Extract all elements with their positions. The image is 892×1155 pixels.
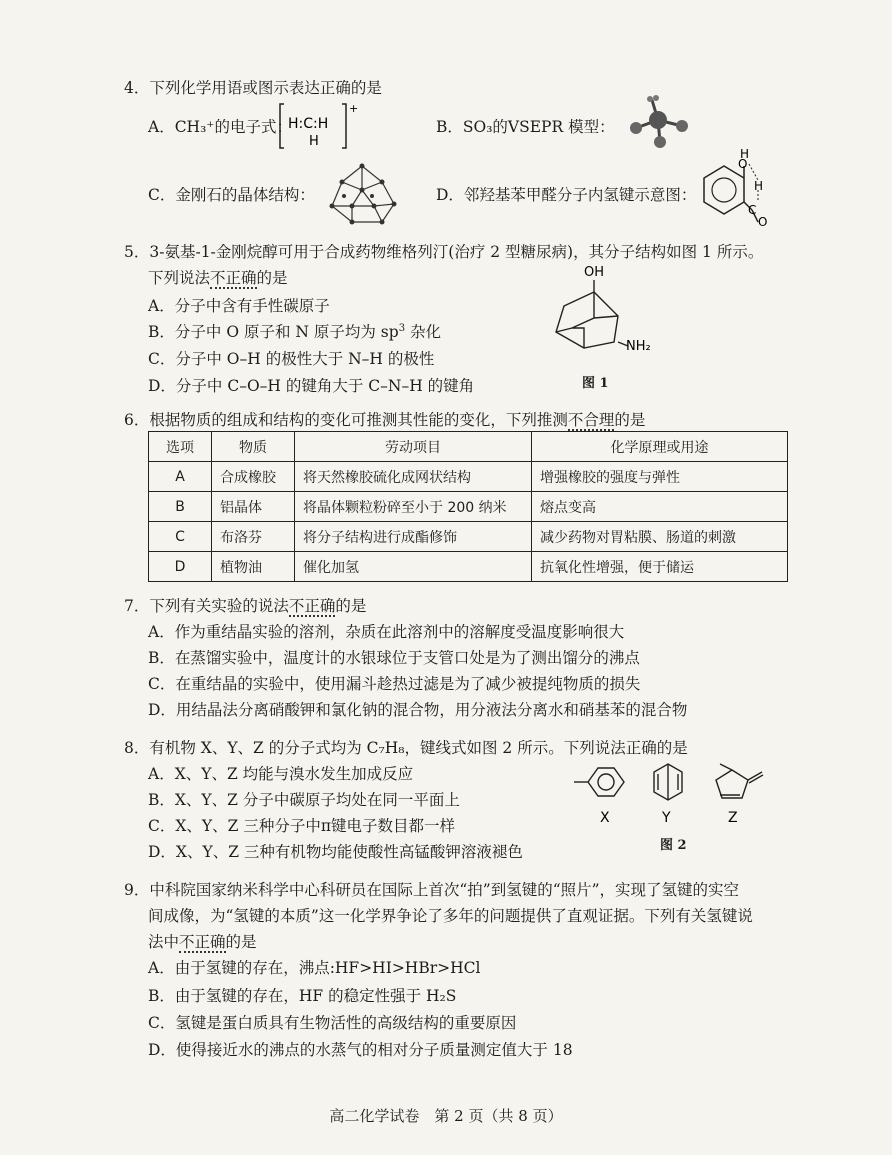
table-header-row (149, 432, 788, 462)
table-cell: A (149, 462, 212, 492)
q4-option-a: A．CH₃⁺的电子式： (148, 118, 292, 136)
page-footer: 高二化学试卷 第 2 页（共 8 页） (329, 1107, 563, 1125)
table-row (149, 552, 788, 582)
q5-stem-line1: 5．3-氨基-1-金刚烷醇可用于合成药物维格列汀(治疗 2 型糖尿病)，其分子结构如图 1 所示。 (124, 243, 764, 261)
q5-option-c: C．分子中 O–H 的极性大于 N–H 的极性 (148, 350, 435, 368)
q4-option-c: C．金刚石的晶体结构： (148, 186, 315, 204)
table-cell: 铝晶体 (212, 492, 295, 522)
table-row (149, 522, 788, 552)
svg-text:H: H (740, 147, 750, 161)
table-cell: 布洛芬 (212, 522, 295, 552)
svg-text:Y: Y (662, 810, 671, 826)
q5-option-b: B．分子中 O 原子和 N 原子均为 $sp^3$ 杂化 (148, 322, 441, 341)
adamantane-structure-image (544, 262, 664, 362)
q8-option-d: D．X、Y、Z 三种有机物均能使酸性高锰酸钾溶液褪色 (148, 843, 523, 861)
q9-option-d: D．使得接近水的沸点的水蒸气的相对分子质量测定值大于 18 (148, 1041, 573, 1059)
table-cell: D (149, 552, 212, 582)
formula-bottom: H (309, 134, 319, 149)
table-cell: 合成橡胶 (212, 462, 295, 492)
q5-stem-line2: 下列说法不正确的是 (148, 269, 288, 287)
q9-stem-line2: 间成像，为“氢键的本质”这一化学界争论了多年的问题提供了直观证据。下列有关氢键说 (148, 907, 753, 925)
table-cell: 抗氧化性增强，便于储运 (532, 552, 788, 582)
q9-option-b: B．由于氢键的存在，HF 的稳定性强于 H₂S (148, 987, 457, 1005)
q6-stem: 6．根据物质的组成和结构的变化可推测其性能的变化，下列推测不合理的是 (124, 411, 646, 429)
bicyclic-structure (654, 764, 682, 800)
q4-stem: 4．下列化学用语或图示表达正确的是 (124, 79, 382, 97)
toluene-structure (574, 768, 624, 796)
table-cell: C (149, 522, 212, 552)
table-cell: 熔点变高 (532, 492, 788, 522)
table-header: 物质 (212, 432, 295, 462)
q5-option-a: A．分子中含有手性碳原子 (148, 297, 330, 315)
svg-text:H: H (754, 179, 764, 193)
salicylaldehyde-hbond-diagram (694, 144, 780, 228)
table-cell: 将晶体颗粒粉碎至小于 200 纳米 (295, 492, 532, 522)
svg-text:OH: OH (584, 265, 605, 280)
table-cell: 将分子结构进行成酯修饰 (295, 522, 532, 552)
table-cell: B (149, 492, 212, 522)
table-cell: 催化加氢 (295, 552, 532, 582)
q7-option-b: B．在蒸馏实验中，温度计的水银球位于支管口处是为了测出馏分的沸点 (148, 649, 640, 667)
q8-stem: 8．有机物 X、Y、Z 的分子式均为 C₇H₈，键线式如图 2 所示。下列说法正确的是 (124, 739, 688, 757)
svg-text:NH₂: NH₂ (626, 339, 651, 354)
q7-option-d: D．用结晶法分离硝酸钾和氯化钠的混合物，用分液法分离水和硝基苯的混合物 (148, 701, 688, 719)
svg-text:O: O (758, 215, 768, 228)
svg-text:O: O (738, 157, 748, 171)
formula-top: H:C:H (288, 116, 329, 132)
table-cell: 将天然橡胶硫化成网状结构 (295, 462, 532, 492)
q7-option-c: C．在重结晶的实验中，使用漏斗趁热过滤是为了减少被提纯物质的损失 (148, 675, 641, 693)
table-header: 化学原理或用途 (532, 432, 788, 462)
svg-text:X: X (600, 810, 610, 826)
svg-text:Z: Z (728, 810, 738, 826)
methylenecyclopentene-structure (716, 764, 763, 798)
ch3-electron-formula (278, 100, 358, 152)
table-cell: 植物油 (212, 552, 295, 582)
q9-stem-line3: 法中不正确的是 (148, 933, 257, 951)
table-cell: 减少药物对胃粘膜、肠道的刺激 (532, 522, 788, 552)
diamond-crystal-structure-image (322, 160, 402, 228)
table-header: 选项 (149, 432, 212, 462)
q8-option-a: A．X、Y、Z 均能与溴水发生加成反应 (148, 765, 414, 783)
q7-option-a: A．作为重结晶实验的溶剂，杂质在此溶剂中的溶解度受温度影响很大 (148, 623, 625, 641)
q5-option-d: D．分子中 C–O–H 的键角大于 C–N–H 的键角 (148, 377, 475, 395)
table-row (149, 492, 788, 522)
q7-stem: 7．下列有关实验的说法不正确的是 (124, 597, 367, 615)
q9-option-c: C．氢键是蛋白质具有生物活性的高级结构的重要原因 (148, 1014, 517, 1032)
q4-option-d: D．邻羟基苯甲醛分子内氢键示意图： (436, 186, 697, 204)
q8-option-c: C．X、Y、Z 三种分子中π键电子数目都一样 (148, 817, 456, 835)
formula-charge: + (349, 102, 358, 115)
q9-option-a: A．由于氢键的存在，沸点:HF>HI>HBr>HCl (148, 959, 481, 977)
so3-vsepr-model-image (628, 92, 688, 148)
table-row (149, 462, 788, 492)
figure-1-caption: 图 1 (582, 376, 609, 391)
q9-stem-line1: 9．中科院国家纳米科学中心科研员在国际上首次“拍”到氢键的“照片”，实现了氢键的实空 (124, 881, 740, 899)
table-header: 劳动项目 (295, 432, 532, 462)
q6-table (148, 431, 788, 582)
table-cell: 增强橡胶的强度与弹性 (532, 462, 788, 492)
q4-option-b: B．SO₃的VSEPR 模型： (436, 118, 615, 136)
figure-2-caption: 图 2 (660, 838, 687, 853)
figure-2-structures (570, 762, 770, 828)
svg-text:C: C (748, 203, 757, 217)
q8-option-b: B．X、Y、Z 分子中碳原子均处在同一平面上 (148, 791, 460, 809)
